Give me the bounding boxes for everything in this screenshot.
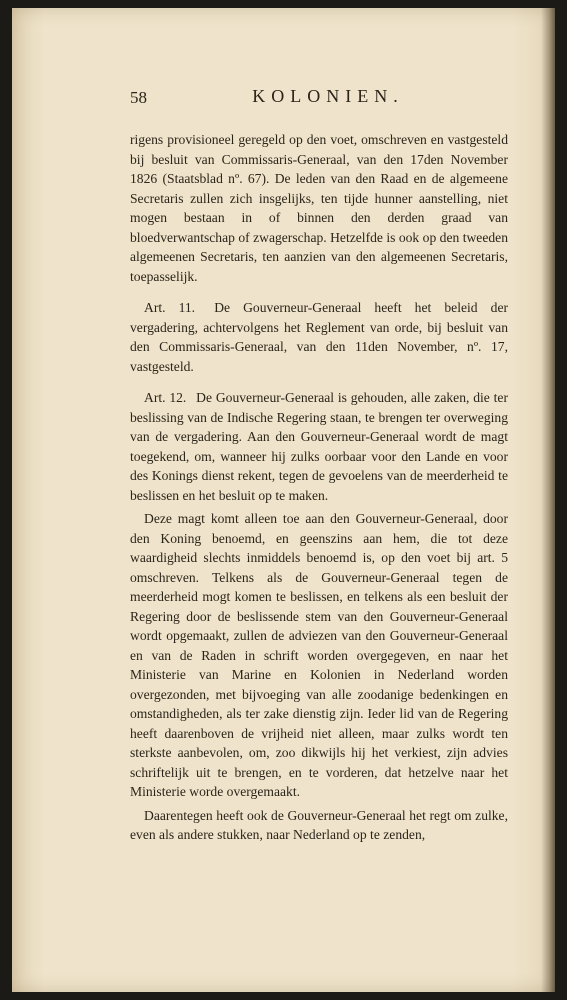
paragraph-text: Deze magt komt alleen toe aan den Gouverneur-Generaal, door den Koning benoemd, en geenszins aan hem, die tot deze waardigheid slechts inmiddels benoemd is, op den voet bij art. 5 omschreven. Telkens als de Gouverneur-Generaal tegen de meerderheid mogt komen te beslissen, en telkens als een besluit der Regering door de beslissende stem van den Gouverneur-Generaal wordt opgemaakt, zullen de adviezen van den Gouverneur-Generaal en van de Raden in schrift worden overgegeven, en naar het Ministerie van Marine en Kolonien in Nederland worden overgezonden, met bijvoeging van alle zoodanige bedenkingen en omstandigheden, als ter zake dienstig zijn. Ieder lid van de Regering heeft daarenboven de vrijheid niet alleen, maar zulks wordt ten sterkste aanbevolen, om, zoo dikwijls hij het verkiest, zijn advies schriftelijk uit te brengen, en te vorderen, dat hetzelve naar het Ministerie worde overgemaakt. [130, 511, 508, 799]
running-head [130, 86, 508, 116]
text-block [130, 86, 508, 845]
paragraph-deze-magt [130, 509, 508, 802]
paragraph-art-12 [130, 388, 508, 505]
paragraph-text: rigens provisioneel geregeld op den voet, omschreven en vastgesteld bij besluit van Commissaris-Generaal, van den 17den November 1826 (Staatsblad nº. 67). De leden van den Raad en de algemeene Secretaris zullen zich insgelijks, ten tijde hunner aanstelling, niet mogen bestaan in of binnen den derden graad van bloedverwantschap of zwagerschap. Hetzelfde is ook op den tweeden algemeenen Secretaris, ten aanzien van den algemeenen Secretaris, toepasselijk. [130, 132, 508, 284]
paragraph-continuation [130, 130, 508, 286]
article-label: Art. 11. [144, 300, 196, 315]
article-label: Art. 12. [144, 390, 187, 405]
paragraph-text: De Gouverneur-Generaal is gehouden, alle zaken, die ter beslissing van de Indische Regering staan, te brengen ter overweging van de vergadering. Aan den Gouverneur-Generaal wordt de magt toegekend, om, wanneer hij zulks oorbaar voor den Lande en voor des Konings dienst rekent, tegen de gevoelens van de meerderheid te beslissen en het besluit op te maken. [130, 390, 508, 503]
paragraph-text: De Gouverneur-Generaal heeft het beleid der vergadering, achtervolgens het Reglement van orde, bij besluit van den Commissaris-Generaal, van den 11den November, nº. 17, vastgesteld. [130, 300, 509, 374]
page-number: 58 [130, 88, 147, 107]
book-spine-shadow [541, 8, 555, 992]
paragraph-art-11 [130, 298, 508, 376]
book-page [12, 8, 555, 992]
paragraph-daarentegen [130, 806, 508, 845]
paragraph-text: Daarentegen heeft ook de Gouverneur-Generaal het regt om zulke, even als andere stukken, naar Nederland op te zenden, [130, 807, 508, 842]
running-title: KOLONIEN. [252, 86, 404, 106]
